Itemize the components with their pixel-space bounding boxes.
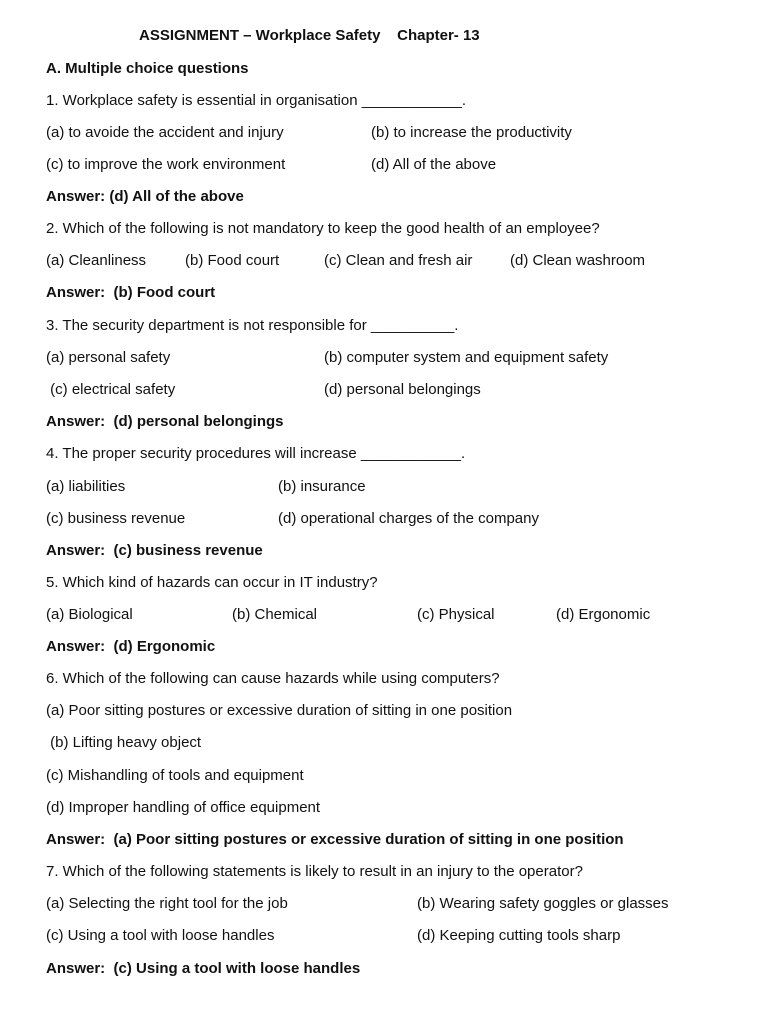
q7-option-d: (d) Keeping cutting tools sharp	[417, 927, 621, 944]
q4-option-d: (d) operational charges of the company	[278, 510, 539, 527]
q2-option-b: (b) Food court	[185, 252, 280, 269]
q5-option-a: (a) Biological	[46, 606, 133, 623]
question-7: 7. Which of the following statements is likely to result in an injury to the operator?	[46, 863, 583, 880]
q6-answer: Answer: (a) Poor sitting postures or excessive duration of sitting in one position	[46, 831, 624, 848]
q7-option-c: (c) Using a tool with loose handles	[46, 927, 275, 944]
question-3: 3. The security department is not responsible for __________.	[46, 317, 459, 334]
q6-option-d: (d) Improper handling of office equipment	[46, 799, 321, 816]
q2-option-d: (d) Clean washroom	[510, 252, 646, 269]
q7-option-a: (a) Selecting the right tool for the job	[46, 895, 288, 912]
question-2: 2. Which of the following is not mandatory to keep the good health of an employee?	[46, 220, 600, 237]
q5-option-c: (c) Physical	[417, 606, 495, 623]
q7-answer: Answer: (c) Using a tool with loose handles	[46, 960, 361, 977]
page-title: ASSIGNMENT – Workplace Safety Chapter- 13	[139, 27, 480, 44]
q6-option-c: (c) Mishandling of tools and equipment	[46, 767, 304, 784]
q5-answer: Answer: (d) Ergonomic	[46, 638, 216, 655]
q7-option-b: (b) Wearing safety goggles or glasses	[417, 895, 669, 912]
q4-option-b: (b) insurance	[278, 478, 366, 495]
question-4: 4. The proper security procedures will increase ____________.	[46, 445, 466, 462]
q6-option-a: (a) Poor sitting postures or excessive duration of sitting in one position	[46, 702, 513, 719]
q4-option-a: (a) liabilities	[46, 478, 126, 495]
q2-option-a: (a) Cleanliness	[46, 252, 147, 269]
question-1: 1. Workplace safety is essential in organisation ____________.	[46, 92, 466, 109]
q3-option-c: (c) electrical safety	[46, 381, 176, 398]
q3-answer: Answer: (d) personal belongings	[46, 413, 284, 430]
q5-option-d: (d) Ergonomic	[556, 606, 651, 623]
q4-option-c: (c) business revenue	[46, 510, 186, 527]
q6-option-b: (b) Lifting heavy object	[46, 734, 202, 751]
q2-option-c: (c) Clean and fresh air	[324, 252, 473, 269]
q1-answer: Answer: (d) All of the above	[46, 188, 244, 205]
q4-answer: Answer: (c) business revenue	[46, 542, 263, 559]
q3-option-d: (d) personal belongings	[324, 381, 481, 398]
q3-option-a: (a) personal safety	[46, 349, 171, 366]
question-6: 6. Which of the following can cause hazards while using computers?	[46, 670, 500, 687]
q5-option-b: (b) Chemical	[232, 606, 318, 623]
q1-option-d: (d) All of the above	[371, 156, 497, 173]
q1-option-b: (b) to increase the productivity	[371, 124, 572, 141]
q2-answer: Answer: (b) Food court	[46, 284, 216, 301]
q3-option-b: (b) computer system and equipment safety	[324, 349, 609, 366]
section-heading: A. Multiple choice questions	[46, 60, 249, 77]
q1-option-a: (a) to avoide the accident and injury	[46, 124, 284, 141]
q1-option-c: (c) to improve the work environment	[46, 156, 286, 173]
question-5: 5. Which kind of hazards can occur in IT industry?	[46, 574, 378, 591]
